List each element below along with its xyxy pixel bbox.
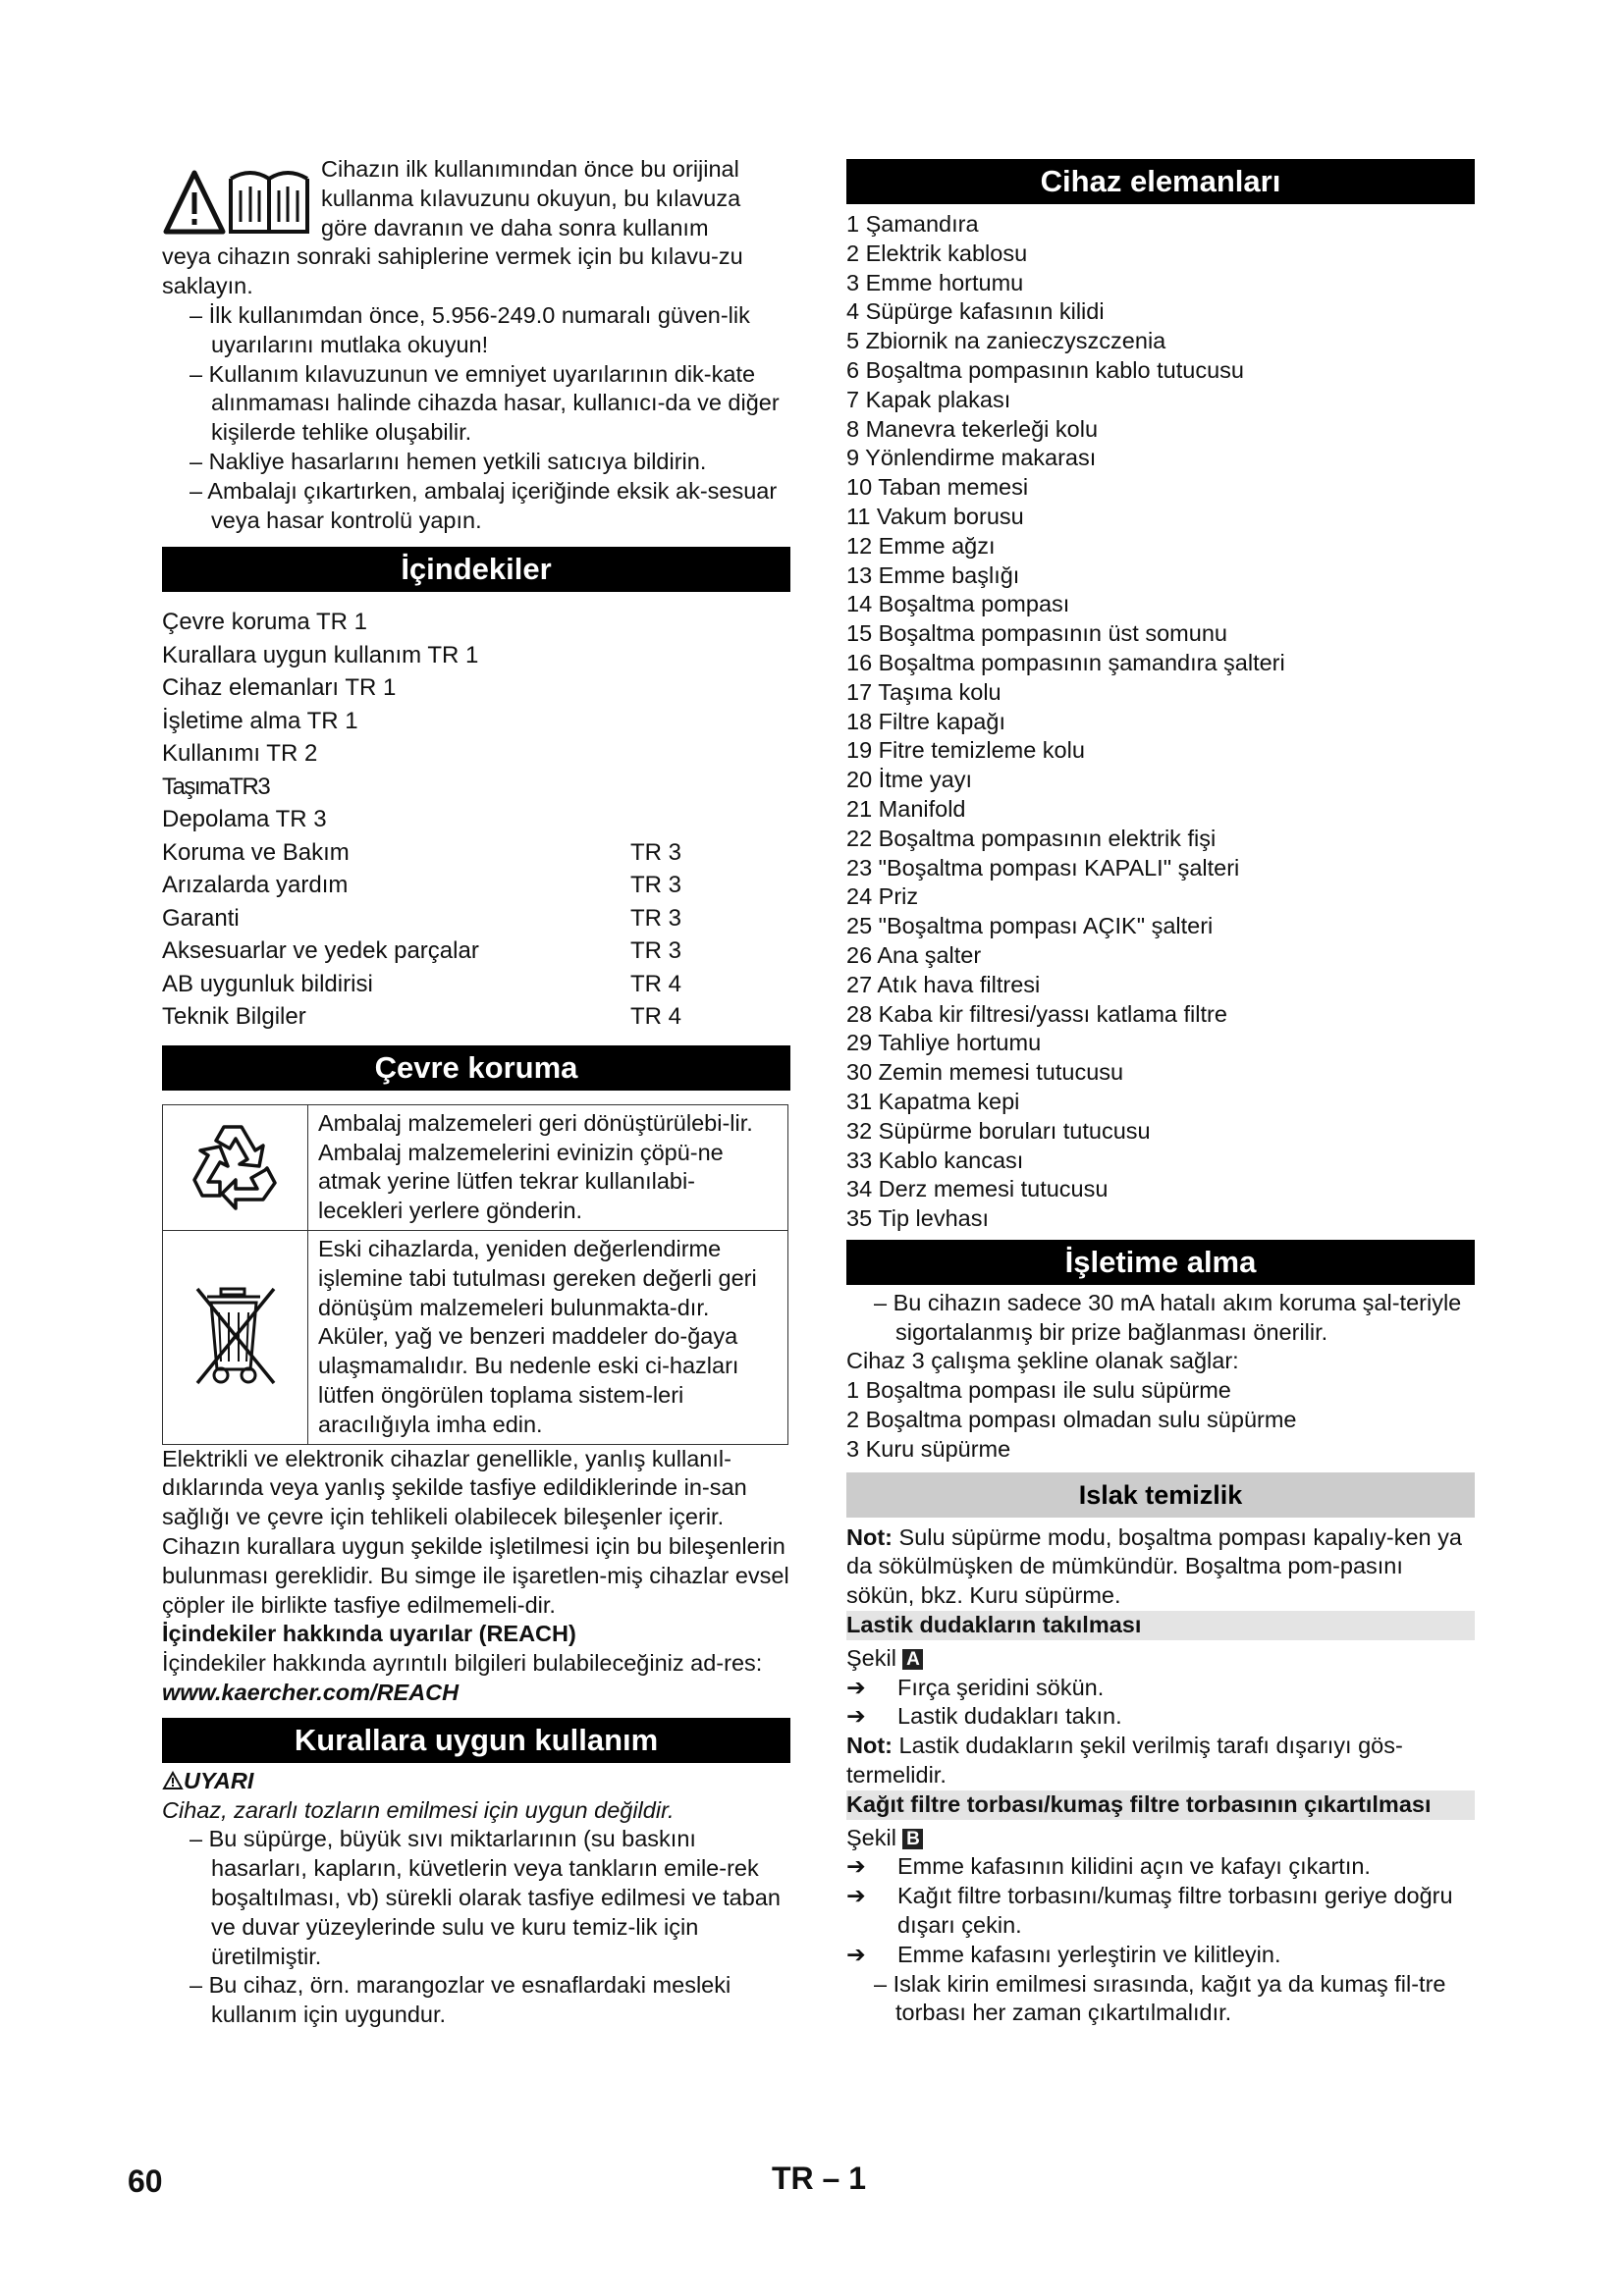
intro-bullet: – İlk kullanımdan önce, 5.956-249.0 numaralı güven-lik uyarılarını mutlaka okuyun! xyxy=(189,301,750,357)
part-item: 26 Ana şalter xyxy=(846,941,982,968)
part-item: 20 İtme yayı xyxy=(846,767,972,793)
toc-item[interactable] xyxy=(162,934,790,968)
weee-icon-cell xyxy=(163,1231,308,1445)
toc-item[interactable] xyxy=(162,902,790,935)
lips-note xyxy=(846,1732,1475,1790)
toc-item-label: TaşımaTR3 xyxy=(162,773,270,800)
toc-item-label: Kurallara uygun kullanım TR 1 xyxy=(162,641,479,668)
part-item: 7 Kapak plakası xyxy=(846,386,1011,412)
part-item: 17 Taşıma kolu xyxy=(846,678,1001,705)
toc-item-page: TR 4 xyxy=(630,970,682,997)
toc-item-page: TR 3 xyxy=(630,937,682,965)
intro-bullet: – Ambalajı çıkartırken, ambalaj içeriğinde eksik ak-sesuar veya hasar kontrolü yapın. xyxy=(189,477,778,533)
toc-item[interactable] xyxy=(162,671,790,705)
intro-bullet: – Kullanım kılavuzunun ve emniyet uyarılarının dik-kate alınmaması halinde cihazda hasar, kullanıcı-da ve diğer kişilerde tehlike oluşabilir. xyxy=(189,360,780,446)
part-item: 3 Emme hortumu xyxy=(846,269,1024,295)
bag-step-text: Kağıt filtre torbasını/kumaş filtre torbasını geriye doğru dışarı çekin. xyxy=(897,1883,1453,1939)
env-heading: Çevre koruma xyxy=(162,1045,790,1091)
mode-item: 2 Boşaltma pompası olmadan sulu süpürme xyxy=(846,1407,1297,1433)
intro-line-3: göre davranın ve daha sonra kullanım xyxy=(321,214,709,240)
toc-item-label: Aksesuarlar ve yedek parçalar xyxy=(162,937,479,965)
intro-line-2: kullanma kılavuzunu okuyun, bu kılavuza xyxy=(321,185,741,211)
arrow-right-icon: ➔ xyxy=(846,1674,866,1700)
toc-item[interactable] xyxy=(162,1000,790,1034)
intro-line-1: Cihazın ilk kullanımından önce bu orijinal xyxy=(321,156,739,182)
arrow-right-icon: ➔ xyxy=(846,1883,866,1909)
env-table xyxy=(162,1104,788,1445)
toc-item-label: Depolama TR 3 xyxy=(162,806,327,833)
toc-item[interactable] xyxy=(162,803,790,836)
toc-item[interactable] xyxy=(162,606,790,639)
lips-title: Lastik dudakların takılması xyxy=(846,1611,1475,1640)
part-item: 19 Fitre temizleme kolu xyxy=(846,737,1085,764)
part-item: 18 Filtre kapağı xyxy=(846,708,1005,734)
toc-item-label: AB uygunluk bildirisi xyxy=(162,970,373,997)
reach-text: İçindekiler hakkında ayrıntılı bilgileri bulabileceğiniz ad-res: xyxy=(162,1650,763,1677)
part-item: 13 Emme başlığı xyxy=(846,561,1020,588)
intro-bullet: – Nakliye hasarlarını hemen yetkili satıcıya bildirin. xyxy=(189,448,707,474)
part-item: 25 "Boşaltma pompası AÇIK" şalteri xyxy=(846,913,1214,939)
part-item: 11 Vakum borusu xyxy=(846,503,1024,529)
toc-item-page: TR 4 xyxy=(630,1003,682,1031)
figure-ref-b xyxy=(846,1824,1475,1853)
toc-list xyxy=(162,606,790,1034)
part-item: 22 Boşaltma pompasının elektrik fişi xyxy=(846,825,1217,851)
bag-title: Kağıt filtre torbası/kumaş filtre torbasının çıkartılması xyxy=(846,1790,1475,1820)
toc-item-label: Arızalarda yardım xyxy=(162,872,349,899)
bag-bullet: – Islak kirin emilmesi sırasında, kağıt ya da kumaş fil-tre torbası her zaman çıkartılmalıdır. xyxy=(874,1970,1446,2026)
reach-title: İçindekiler hakkında uyarılar (REACH) xyxy=(162,1621,576,1647)
part-item: 9 Yönlendirme makarası xyxy=(846,445,1097,471)
usage-warning-text: Cihaz, zararlı tozların emilmesi için uygun değildir. xyxy=(162,1796,675,1823)
recycle-icon xyxy=(187,1115,285,1213)
usage-bullet: – Bu cihaz, örn. marangozlar ve esnaflardaki mesleki kullanım için uygundur. xyxy=(189,1972,731,2028)
usage-warning-label xyxy=(162,1767,790,1796)
wet-note xyxy=(846,1523,1475,1611)
weee-bin-icon xyxy=(191,1279,280,1387)
figure-label-a: A xyxy=(902,1649,923,1670)
part-item: 16 Boşaltma pompasının şamandıra şalteri xyxy=(846,649,1285,675)
lips-step-text: Fırça şeridini sökün. xyxy=(897,1674,1105,1700)
toc-item[interactable] xyxy=(162,771,790,804)
lips-note-text: Lastik dudakların şekil verilmiş tarafı dışarıyı gös-termelidir. xyxy=(846,1733,1403,1789)
part-item: 1 Şamandıra xyxy=(846,211,979,237)
usage-bullet: – Bu süpürge, büyük sıvı miktarlarının (su baskını hasarları, kapların, küvetlerin veya tankların emile-rek boşaltılması, vb) sürekli olarak tasfiye edilmesi ve taban ve duvar yüzeylerinde sulu ve kuru temiz-lik için üretilmiştir. xyxy=(189,1826,781,1969)
figure-word: Şekil xyxy=(846,1644,896,1671)
manual-icon xyxy=(231,173,307,232)
language-page-label: TR – 1 xyxy=(772,2161,867,2196)
startup-bullet: – Bu cihazın sadece 30 mA hatalı akım koruma şal-teriyle sigortalanmış bir prize bağlanması önerilir. xyxy=(874,1289,1462,1345)
bag-step xyxy=(846,1941,1475,1970)
part-item: 14 Boşaltma pompası xyxy=(846,591,1070,617)
bag-step-text: Emme kafasını yerleştirin ve kilitleyin. xyxy=(897,1941,1281,1967)
figure-word: Şekil xyxy=(846,1824,896,1850)
reach-url[interactable]: www.kaercher.com/REACH xyxy=(162,1680,460,1705)
bag-step xyxy=(846,1882,1475,1941)
toc-item[interactable] xyxy=(162,639,790,672)
left-column xyxy=(162,155,790,2030)
toc-item[interactable] xyxy=(162,836,790,870)
toc-item-page: TR 3 xyxy=(630,904,682,932)
toc-item-label: Çevre koruma TR 1 xyxy=(162,609,367,636)
toc-item-label: Teknik Bilgiler xyxy=(162,1003,306,1031)
part-item: 27 Atık hava filtresi xyxy=(846,971,1041,997)
figure-label-b: B xyxy=(902,1829,923,1849)
weee-text: Eski cihazlarda, yeniden değerlendirme işlemine tabi tutulması gereken değerli geri dönüşüm malzemeleri bulunmakta-dır. Aküler, yağ ve benzeri maddeler do-ğaya ulaşmamalıdır. Bu nedenle eski ci-hazları lütfen öngörülen toplama sistem-leri aracılığıyla imha edin. xyxy=(308,1231,788,1445)
usage-heading: Kurallara uygun kullanım xyxy=(162,1718,790,1763)
part-item: 35 Tip levhası xyxy=(846,1205,990,1232)
part-item: 33 Kablo kancası xyxy=(846,1147,1024,1173)
toc-item-page: TR 3 xyxy=(630,838,682,866)
toc-item-label: Cihaz elemanları TR 1 xyxy=(162,674,397,702)
toc-item[interactable] xyxy=(162,737,790,771)
part-item: 10 Taban memesi xyxy=(846,474,1029,501)
arrow-right-icon: ➔ xyxy=(846,1703,866,1730)
bag-step-text: Emme kafasının kilidini açın ve kafayı çıkartın. xyxy=(897,1853,1371,1880)
wet-note-label: Not: xyxy=(846,1523,893,1550)
toc-item[interactable] xyxy=(162,968,790,1001)
toc-item-page: TR 3 xyxy=(630,872,682,899)
part-item: 4 Süpürge kafasının kilidi xyxy=(846,298,1105,325)
arrow-right-icon: ➔ xyxy=(846,1853,866,1880)
part-item: 24 Priz xyxy=(846,883,919,910)
toc-item-label: İşletime alma TR 1 xyxy=(162,707,358,734)
part-item: 12 Emme ağzı xyxy=(846,532,996,559)
part-item: 5 Zbiornik na zanieczyszczenia xyxy=(846,328,1166,354)
part-item: 6 Boşaltma pompasının kablo tutucusu xyxy=(846,356,1244,383)
toc-item[interactable] xyxy=(162,705,790,738)
intro-rest: veya cihazın sonraki sahiplerine vermek için bu kılavu-zu saklayın. xyxy=(162,243,743,299)
recycle-text: Ambalaj malzemeleri geri dönüştürülebi-lir. Ambalaj malzemelerini evinizin çöpü-ne atmak yerine lütfen tekrar kullanılabi-lecekleri yerlere gönderin. xyxy=(308,1104,788,1230)
part-item: 21 Manifold xyxy=(846,795,966,822)
part-item: 31 Kapatma kepi xyxy=(846,1088,1020,1114)
figure-ref-a xyxy=(846,1644,1475,1674)
right-column xyxy=(846,155,1475,2028)
arrow-right-icon: ➔ xyxy=(846,1941,866,1967)
startup-heading: İşletime alma xyxy=(846,1240,1475,1285)
toc-item-label: Garanti xyxy=(162,904,240,932)
part-item: 8 Manevra tekerleği kolu xyxy=(846,415,1099,442)
intro-block xyxy=(162,155,790,535)
warning-manual-icons xyxy=(162,157,314,238)
modes-intro: Cihaz 3 çalışma şekline olanak sağlar: xyxy=(846,1348,1239,1374)
usage-warning-word: UYARI xyxy=(184,1767,254,1793)
lips-note-label: Not: xyxy=(846,1733,893,1759)
toc-heading: İçindekiler xyxy=(162,547,790,592)
wet-note-text: Sulu süpürme modu, boşaltma pompası kapalıy-ken ya da sökülmüşken de mümkündür. Boşaltma pom-pasını sökün, bkz. Kuru süpürme. xyxy=(846,1523,1462,1609)
env-paragraph: Elektrikli ve elektronik cihazlar genellikle, yanlış kullanıl-dıklarında veya yanlış şekilde tasfiye edildiklerinde in-san sağlığı ve çevre için tehlikeli olabilecek bileşenler içerir. Cihazın kurallara uygun şekilde işletilmesi için bu bileşenlerin bulunması gereklidir. Bu simge ile işaretlen-miş cihazlar evsel çöpler ile birlikte tasfiye edilmemeli-dir. xyxy=(162,1445,789,1618)
toc-item[interactable] xyxy=(162,869,790,902)
parts-heading: Cihaz elemanları xyxy=(846,159,1475,204)
lips-step-text: Lastik dudakları takın. xyxy=(897,1703,1122,1730)
part-item: 32 Süpürme boruları tutucusu xyxy=(846,1117,1151,1144)
bag-step xyxy=(846,1852,1475,1882)
warning-icon xyxy=(162,1771,184,1790)
part-item: 28 Kaba kir filtresi/yassı katlama filtre xyxy=(846,1000,1227,1027)
recycle-icon-cell xyxy=(163,1104,308,1230)
parts-list xyxy=(846,210,1475,1234)
wet-heading: Islak temizlik xyxy=(846,1472,1475,1518)
mode-item: 1 Boşaltma pompası ile sulu süpürme xyxy=(846,1377,1231,1404)
warning-icon xyxy=(166,173,223,232)
part-item: 2 Elektrik kablosu xyxy=(846,240,1028,266)
lips-step xyxy=(846,1674,1475,1703)
part-item: 23 "Boşaltma pompası KAPALI" şalteri xyxy=(846,854,1240,881)
part-item: 34 Derz memesi tutucusu xyxy=(846,1176,1109,1202)
lips-step xyxy=(846,1702,1475,1732)
toc-item-label: Kullanımı TR 2 xyxy=(162,740,318,768)
part-item: 29 Tahliye hortumu xyxy=(846,1030,1042,1056)
mode-item: 3 Kuru süpürme xyxy=(846,1435,1011,1462)
toc-item-label: Koruma ve Bakım xyxy=(162,838,350,866)
page-number: 60 xyxy=(128,2163,163,2199)
part-item: 30 Zemin memesi tutucusu xyxy=(846,1059,1124,1086)
part-item: 15 Boşaltma pompasının üst somunu xyxy=(846,620,1227,647)
